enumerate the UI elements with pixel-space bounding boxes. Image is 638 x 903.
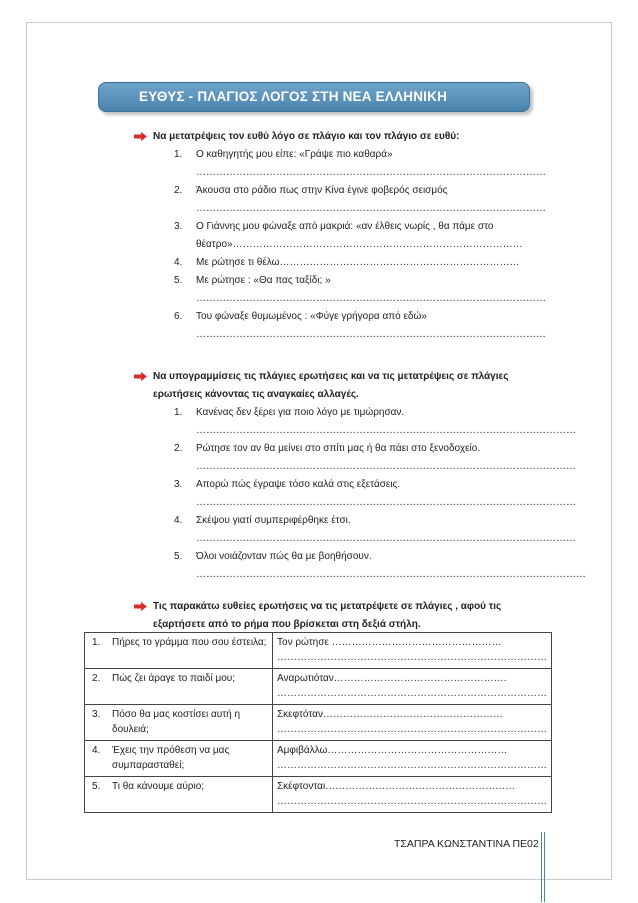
table-row xyxy=(85,705,552,741)
footer-author: ΤΣΑΠΡΑ ΚΩΝΣΤΑΝΤΙΝΑ ΠΕ02 xyxy=(394,838,539,850)
answer-line[interactable]: …………………………………………………………………………………………………… xyxy=(196,533,576,544)
list-item: 4. Με ρώτησε τι θέλω……………………………………………………………… xyxy=(174,257,520,268)
section-2 xyxy=(134,368,586,584)
section-3-instruction: Τις παρακάτω ευθείες ερωτήσεις να τις μετατρέψετε σε πλάγιες , αφού τις εξαρτήσετε από το ρήμα που βρίσκεται στη δεξιά στήλη. xyxy=(134,598,554,634)
arrow-bullet-icon xyxy=(134,602,147,611)
answer-line[interactable]: …………………………………………………………………………………………… xyxy=(196,203,546,214)
table-row xyxy=(85,633,552,669)
footer-divider xyxy=(544,832,545,902)
table-cell-answer[interactable]: Αναρωτιόταν……………………………………………. ……………………………………………………………………… xyxy=(273,669,552,705)
arrow-bullet-icon xyxy=(134,372,147,381)
section-2-instruction: Να υπογραμμίσεις τις πλάγιες ερωτήσεις και να τις μετατρέψεις σε πλάγιες ερωτήσεις κάνοντας τις αναγκαίες αλλαγές. xyxy=(134,368,554,404)
list-item: 3. Ο Γιάννης μου φώναξε από μακριά: «αν έλθεις νωρίς , θα πάμε στο θέατρο»…………………………………………………………………………… xyxy=(134,218,554,254)
conversion-table xyxy=(84,632,552,813)
list-item: 4. Σκέψου γιατί συμπεριφέρθηκε έτσι. …………………………………………………………………………………………………… xyxy=(134,512,554,548)
table-cell-answer[interactable]: Σκεφτόταν……………………………………………… ……………………………………………………………………… xyxy=(273,705,552,741)
table-cell-answer[interactable]: Σκέφτονται………………………………………………… ……………………………………………………………………… xyxy=(273,777,552,813)
list-item: 5. Με ρώτησε : «Θα πας ταξίδι; » …………………………………………………………………………………………… xyxy=(134,272,554,308)
answer-line[interactable]: ……………………………………………………………………………………………………… xyxy=(196,569,586,580)
section-3 xyxy=(134,598,554,634)
table-cell-question: 3. Πόσο θα μας κοστίσει αυτή η δουλειά; xyxy=(85,705,273,741)
footer-divider xyxy=(541,832,542,902)
section-1-instruction: Να μετατρέψεις τον ευθύ λόγο σε πλάγιο και τον πλάγιο σε ευθύ: xyxy=(134,128,554,146)
section-1 xyxy=(134,128,554,146)
answer-line[interactable]: …………………………………………………………………………………………………… xyxy=(196,425,576,436)
section-1-list xyxy=(134,146,554,344)
list-item: 3. Απορώ πώς έγραψε τόσο καλά στις εξετάσεις. …………………………………………………………………………………………………… xyxy=(134,476,554,512)
table-cell-answer[interactable]: Αμφιβάλλω……………………………………………… ……………………………………………………………………… xyxy=(273,741,552,777)
table-cell-answer[interactable]: Τον ρώτησε …………………………………………… ……………………………………………………………………… xyxy=(273,633,552,669)
answer-line[interactable]: …………………………………………………………………………………………… xyxy=(196,329,546,340)
table-cell-question: 5. Τι θα κάνουμε αύριο; xyxy=(85,777,273,813)
answer-line[interactable]: …………………………………………………………………………………………… xyxy=(196,293,546,304)
list-item: 2. Ρώτησε τον αν θα μείνει στο σπίτι μας ή θα πάει στο ξενοδοχείο. …………………………………………………………………………………………………… xyxy=(134,440,554,476)
list-item: 5. Όλοι νοιάζονταν πώς θα με βοηθήσουν. ……………………………………………………………………………………………………… xyxy=(134,548,554,584)
table-row xyxy=(85,669,552,705)
table-cell-question: 2. Πώς ζει άραγε το παιδί μου; xyxy=(85,669,273,705)
answer-line[interactable]: θέατρο»…………………………………………………………………………… xyxy=(196,239,523,250)
table-cell-question: 1. Πήρες το γράμμα που σου έστειλα; xyxy=(85,633,273,669)
list-item: 1. Ο καθηγητής μου είπε: «Γράψε πιο καθαρά» …………………………………………………………………………………………… xyxy=(134,146,554,182)
list-item: 6. Του φώναξε θυμωμένος : «Φύγε γρήγορα από εδώ» …………………………………………………………………………………………… xyxy=(134,308,554,344)
table-cell-question: 4. Έχεις την πρόθεση να μας συμπαρασταθεί; xyxy=(85,741,273,777)
list-item: 2. Άκουσα στο ράδιο πως στην Κίνα έγινε φοβερός σεισμός …………………………………………………………………………………………… xyxy=(134,182,554,218)
arrow-bullet-icon xyxy=(134,132,147,141)
table-row xyxy=(85,741,552,777)
page-title-banner xyxy=(98,82,530,112)
table-row xyxy=(85,777,552,813)
page-title: ΕΥΘΥΣ - ΠΛΑΓΙΟΣ ΛΟΓΟΣ ΣΤΗ ΝΕΑ ΕΛΛΗΝΙΚΗ xyxy=(139,89,448,104)
answer-line[interactable]: …………………………………………………………………………………………………… xyxy=(196,497,576,508)
answer-line[interactable]: …………………………………………………………………………………………… xyxy=(196,167,546,178)
answer-line[interactable]: …………………………………………………………………………………………………… xyxy=(196,461,576,472)
list-item: 1. Κανένας δεν ξέρει για ποιο λόγο με τιμώρησαν. …………………………………………………………………………………………………… xyxy=(134,404,554,440)
